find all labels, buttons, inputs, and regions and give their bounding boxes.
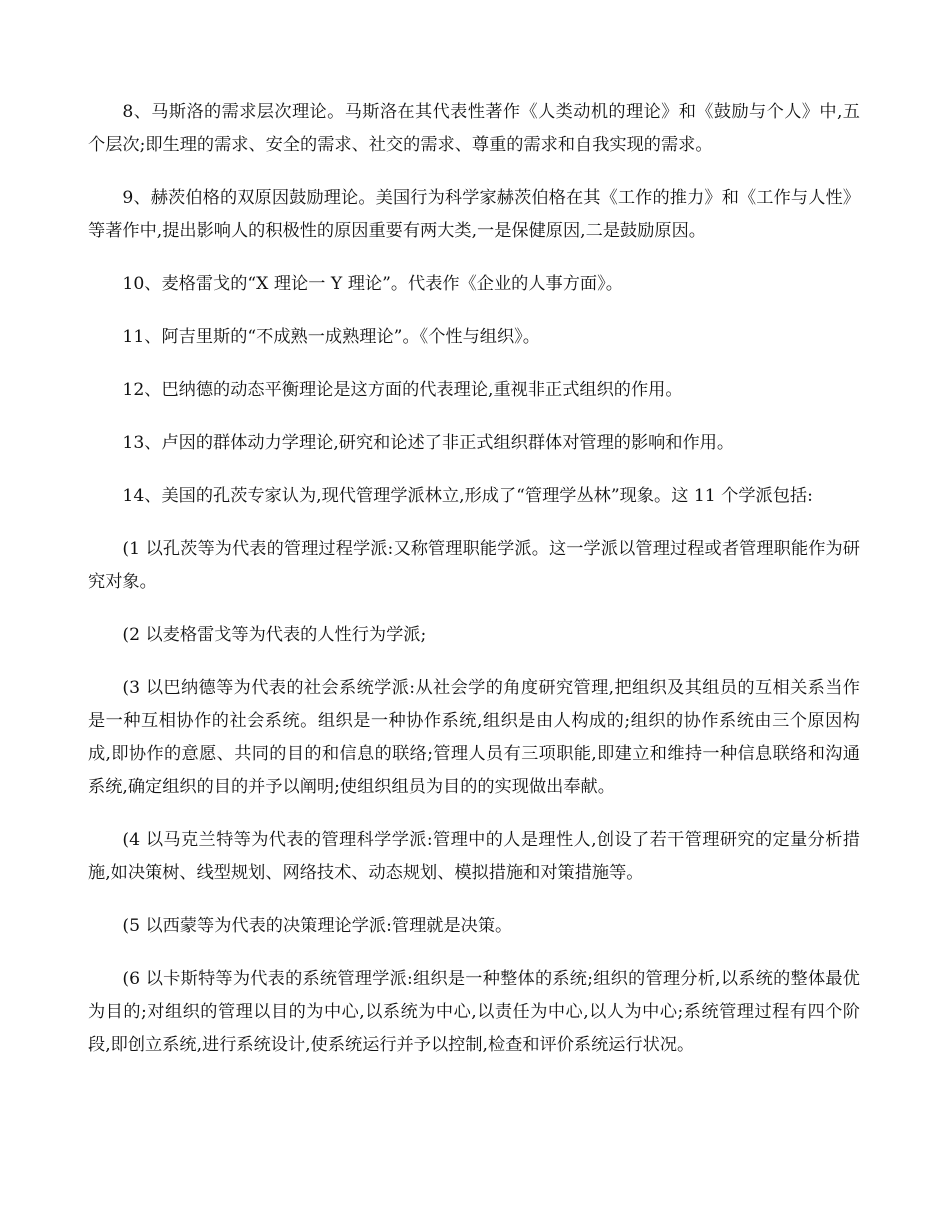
paragraph-14-koontz: 14、美国的孔茨专家认为,现代管理学派林立,形成了“管理学丛林”现象。这 11 个学派包括:	[122, 486, 813, 506]
list-item-school-1: (1 以孔茨等为代表的管理过程学派:又称管理职能学派。这一学派以管理过程或者管理职能作为研究对象。	[88, 539, 860, 592]
list-item-school-5: (5 以西蒙等为代表的决策理论学派:管理就是决策。	[122, 916, 513, 936]
list-item-school-3: (3 以巴纳德等为代表的社会系统学派:从社会学的角度研究管理,把组织及其组员的互相关系当作是一种互相协作的社会系统。组织是一种协作系统,组织是由人构成的;组织的协作系统由三个原因构成,即协作的意愿、共同的目的和信息的联络;管理人员有三项职能,即建立和维持一种信息联络和沟通系统,确定组织的目的并予以阐明;使组织组员为目的的实现做出奉献。	[88, 678, 860, 797]
list-item-school-2: (2 以麦格雷戈等为代表的人性行为学派;	[122, 625, 427, 645]
list-item-school-6: (6 以卡斯特等为代表的系统管理学派:组织是一种整体的系统;组织的管理分析,以系统的整体最优为目的;对组织的管理以目的为中心,以系统为中心,以责任为中心,以人为中心;系统管理过程有四个阶段,即创立系统,进行系统设计,使系统运行并予以控制,检查和评价系统运行状况。	[88, 969, 860, 1055]
paragraph-8-maslow: 8、马斯洛的需求层次理论。马斯洛在其代表性著作《人类动机的理论》和《鼓励与个人》中,五个层次;即生理的需求、安全的需求、社交的需求、尊重的需求和自我实现的需求。	[88, 102, 860, 155]
paragraph-10-mcgregor: 10、麦格雷戈的“X 理论一 Y 理论”。代表作《企业的人事方面》。	[122, 274, 623, 294]
paragraph-13-lewin: 13、卢因的群体动力学理论,研究和论述了非正式组织群体对管理的影响和作用。	[122, 433, 735, 453]
document-page	[88, 96, 860, 1082]
list-item-school-4: (4 以马克兰特等为代表的管理科学学派:管理中的人是理性人,创设了若干管理研究的定量分析措施,如决策树、线型规划、网络技术、动态规划、模拟措施和对策措施等。	[88, 830, 860, 883]
paragraph-11-argyris: 11、阿吉里斯的“不成熟一成熟理论”。《个性与组织》。	[122, 327, 540, 347]
paragraph-9-herzberg: 9、赫茨伯格的双原因鼓励理论。美国行为科学家赫茨伯格在其《工作的推力》和《工作与人性》等著作中,提出影响人的积极性的原因重要有两大类,一是保健原因,二是鼓励原因。	[88, 188, 860, 241]
paragraph-12-barnard: 12、巴纳德的动态平衡理论是这方面的代表理论,重视非正式组织的作用。	[122, 380, 683, 400]
